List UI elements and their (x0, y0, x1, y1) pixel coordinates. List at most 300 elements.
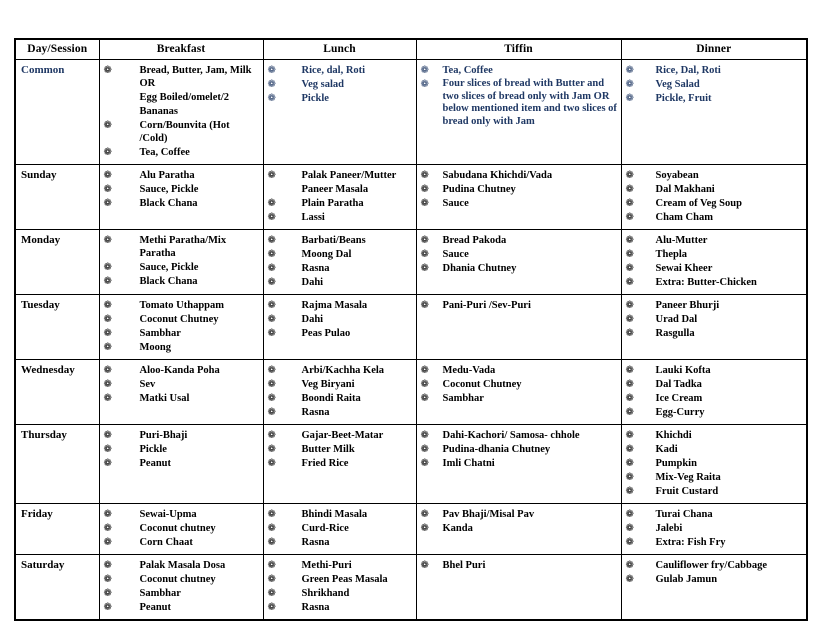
cell-tuesday-lunch (263, 295, 416, 360)
list-item (104, 573, 260, 586)
menu-item-text: Mix-Veg Raita (655, 472, 721, 483)
list-item (104, 299, 260, 312)
list-item (268, 573, 413, 586)
cell-common-breakfast (99, 60, 263, 165)
day-label-sunday: Sunday (15, 165, 99, 230)
clock-bullet-icon: ❁ (625, 537, 634, 548)
list-item (626, 429, 804, 442)
cell-monday-lunch (263, 230, 416, 295)
cell-sunday-tiffin (416, 165, 621, 230)
clock-bullet-icon: ❁ (267, 444, 276, 455)
menu-item-text: Rasna (301, 407, 330, 418)
menu-item-text: Cream of Veg Soup (655, 198, 742, 209)
menu-item-text: Pav Bhaji/Misal Pav (442, 509, 535, 520)
clock-bullet-icon: ❁ (103, 537, 112, 548)
cell-friday-breakfast (99, 504, 263, 555)
clock-bullet-icon: ❁ (625, 212, 634, 223)
table-row (15, 504, 807, 555)
clock-bullet-icon: ❁ (267, 328, 276, 339)
menu-item-text: Medu-Vada (442, 365, 496, 376)
list-item (626, 276, 804, 289)
list-item (268, 406, 413, 419)
day-label-tuesday: Tuesday (15, 295, 99, 360)
list-item (421, 522, 618, 535)
column-header-lunch: Lunch (263, 39, 416, 60)
list-item (626, 299, 804, 312)
clock-bullet-icon: ❁ (103, 235, 112, 246)
menu-item-text: Green Peas Masala (301, 574, 388, 585)
menu-item-text: Veg Salad (655, 79, 700, 90)
menu-item-text: Urad Dal (655, 314, 698, 325)
table-row (15, 295, 807, 360)
menu-item-text: Bananas (139, 106, 179, 117)
list-item (268, 299, 413, 312)
menu-item-text: Egg Boiled/omelet/2 (139, 92, 230, 103)
cell-monday-dinner (621, 230, 807, 295)
clock-bullet-icon: ❁ (103, 365, 112, 376)
clock-bullet-icon: ❁ (420, 458, 429, 469)
meal-list (626, 429, 804, 498)
list-item (421, 183, 618, 196)
clock-bullet-icon: ❁ (625, 277, 634, 288)
menu-item-text: Plain Paratha (301, 198, 364, 209)
list-item (268, 248, 413, 261)
menu-item-text: Rice, dal, Roti (301, 65, 366, 76)
table-row (15, 425, 807, 504)
menu-item-text: Butter Milk (301, 444, 355, 455)
meal-list (626, 559, 804, 586)
cell-common-dinner (621, 60, 807, 165)
menu-item-text: Pudina-dhania Chutney (442, 444, 551, 455)
list-item (268, 183, 413, 196)
cell-tuesday-breakfast (99, 295, 263, 360)
cell-sunday-dinner (621, 165, 807, 230)
menu-item-text: Rasna (301, 263, 330, 274)
list-item (421, 392, 618, 405)
list-item (104, 197, 260, 210)
list-item (268, 508, 413, 521)
list-item (421, 378, 618, 391)
clock-bullet-icon: ❁ (625, 314, 634, 325)
clock-bullet-icon: ❁ (103, 120, 112, 131)
meal-list (104, 429, 260, 470)
list-item (104, 341, 260, 354)
menu-item-text: Paneer Masala (301, 184, 369, 195)
list-item (626, 364, 804, 377)
table-row (15, 165, 807, 230)
clock-bullet-icon: ❁ (103, 588, 112, 599)
list-item (268, 429, 413, 442)
menu-item-text: Coconut Chutney (442, 379, 522, 390)
clock-bullet-icon: ❁ (267, 430, 276, 441)
menu-item-text: Sauce, Pickle (139, 262, 199, 273)
menu-item-text: Methi Paratha/Mix Paratha (139, 235, 227, 259)
clock-bullet-icon: ❁ (625, 444, 634, 455)
clock-bullet-icon: ❁ (420, 79, 429, 90)
menu-item-text: Moong Dal (301, 249, 352, 260)
menu-item-text: Veg Biryani (301, 379, 355, 390)
list-item (268, 587, 413, 600)
cell-thursday-dinner (621, 425, 807, 504)
list-item (268, 313, 413, 326)
table-row (15, 230, 807, 295)
clock-bullet-icon: ❁ (625, 458, 634, 469)
weekly-menu-table (14, 38, 808, 621)
cell-friday-tiffin (416, 504, 621, 555)
menu-item-text: Pumpkin (655, 458, 697, 469)
clock-bullet-icon: ❁ (103, 458, 112, 469)
clock-bullet-icon: ❁ (103, 198, 112, 209)
day-label-monday: Monday (15, 230, 99, 295)
clock-bullet-icon: ❁ (103, 184, 112, 195)
menu-item-text: Tomato Uthappam (139, 300, 225, 311)
menu-item-text: Dahi (301, 314, 324, 325)
list-item (626, 559, 804, 572)
cell-thursday-breakfast (99, 425, 263, 504)
clock-bullet-icon: ❁ (625, 523, 634, 534)
cell-thursday-tiffin (416, 425, 621, 504)
list-item (421, 169, 618, 182)
clock-bullet-icon: ❁ (625, 393, 634, 404)
cell-friday-dinner (621, 504, 807, 555)
cell-wednesday-dinner (621, 360, 807, 425)
meal-list (421, 364, 618, 405)
meal-list (421, 299, 618, 312)
list-item (268, 457, 413, 470)
list-item (104, 457, 260, 470)
menu-item-text: Cauliflower fry/Cabbage (655, 560, 768, 571)
menu-item-text: Tea, Coffee (139, 147, 190, 158)
list-item (104, 559, 260, 572)
clock-bullet-icon: ❁ (625, 486, 634, 497)
meal-list (626, 299, 804, 340)
day-label-saturday: Saturday (15, 555, 99, 621)
list-item (626, 313, 804, 326)
menu-item-text: Rajma Masala (301, 300, 368, 311)
list-item (104, 508, 260, 521)
list-item (421, 64, 618, 77)
clock-bullet-icon: ❁ (420, 184, 429, 195)
list-item (626, 443, 804, 456)
clock-bullet-icon: ❁ (625, 79, 634, 90)
clock-bullet-icon: ❁ (267, 574, 276, 585)
cell-monday-breakfast (99, 230, 263, 295)
clock-bullet-icon: ❁ (420, 393, 429, 404)
table-row (15, 555, 807, 621)
menu-item-text: Veg salad (301, 79, 344, 90)
menu-item-text: Paneer Bhurji (655, 300, 720, 311)
menu-item-text: Black Chana (139, 276, 198, 287)
clock-bullet-icon: ❁ (625, 198, 634, 209)
clock-bullet-icon: ❁ (103, 444, 112, 455)
meal-list (626, 234, 804, 289)
clock-bullet-icon: ❁ (625, 65, 634, 76)
list-item (626, 508, 804, 521)
menu-item-text: Sabudana Khichdi/Vada (442, 170, 553, 181)
clock-bullet-icon: ❁ (420, 509, 429, 520)
table-row (15, 60, 807, 165)
clock-bullet-icon: ❁ (103, 430, 112, 441)
clock-bullet-icon: ❁ (267, 314, 276, 325)
menu-item-text: Peanut (139, 602, 171, 613)
list-item (104, 327, 260, 340)
list-item (268, 78, 413, 91)
clock-bullet-icon: ❁ (420, 263, 429, 274)
list-item (626, 536, 804, 549)
menu-item-text: Bhel Puri (442, 560, 486, 571)
menu-item-text: Pickle (301, 93, 329, 104)
list-item (626, 64, 804, 77)
menu-item-text: Jalebi (655, 523, 683, 534)
meal-list (104, 299, 260, 354)
menu-item-text: Arbi/Kachha Kela (301, 365, 385, 376)
meal-list (104, 169, 260, 210)
clock-bullet-icon: ❁ (420, 249, 429, 260)
clock-bullet-icon: ❁ (267, 509, 276, 520)
clock-bullet-icon: ❁ (267, 602, 276, 613)
list-item (626, 522, 804, 535)
menu-item-text: Corn Chaat (139, 537, 193, 548)
menu-item-text: Alu-Mutter (655, 235, 708, 246)
list-item (104, 261, 260, 274)
list-item (268, 392, 413, 405)
list-item (421, 364, 618, 377)
menu-item-text: Dahi (301, 277, 324, 288)
list-item (104, 313, 260, 326)
clock-bullet-icon: ❁ (267, 235, 276, 246)
clock-bullet-icon: ❁ (420, 235, 429, 246)
menu-item-text: Coconut Chutney (139, 314, 219, 325)
menu-item-text: Coconut chutney (139, 574, 216, 585)
clock-bullet-icon: ❁ (420, 430, 429, 441)
meal-list (268, 234, 413, 289)
menu-item-text: Palak Paneer/Mutter (301, 170, 397, 181)
menu-item-text: Dahi-Kachori/ Samosa- chhole (442, 430, 580, 441)
list-item (626, 197, 804, 210)
meal-list (104, 234, 260, 288)
clock-bullet-icon: ❁ (625, 509, 634, 520)
meal-list (268, 429, 413, 470)
menu-item-text: Sauce (442, 198, 469, 209)
menu-item-text: Peas Pulao (301, 328, 351, 339)
menu-item-text: Alu Paratha (139, 170, 195, 181)
menu-item-text: Puri-Bhaji (139, 430, 188, 441)
list-item (626, 406, 804, 419)
list-item (268, 536, 413, 549)
list-item (104, 183, 260, 196)
cell-monday-tiffin (416, 230, 621, 295)
menu-item-text: Turai Chana (655, 509, 713, 520)
cell-wednesday-tiffin (416, 360, 621, 425)
list-item (626, 248, 804, 261)
clock-bullet-icon: ❁ (103, 574, 112, 585)
list-item (421, 559, 618, 572)
menu-item-text: Boondi Raita (301, 393, 361, 404)
list-item (104, 392, 260, 405)
cell-saturday-dinner (621, 555, 807, 621)
list-item (104, 587, 260, 600)
clock-bullet-icon: ❁ (103, 328, 112, 339)
menu-item-text: Sev (139, 379, 156, 390)
day-label-friday: Friday (15, 504, 99, 555)
clock-bullet-icon: ❁ (267, 393, 276, 404)
list-item (104, 536, 260, 549)
cell-tuesday-tiffin (416, 295, 621, 360)
menu-item-text: Gajar-Beet-Matar (301, 430, 384, 441)
clock-bullet-icon: ❁ (103, 276, 112, 287)
menu-item-text: Fruit Custard (655, 486, 719, 497)
clock-bullet-icon: ❁ (267, 300, 276, 311)
cell-common-tiffin (416, 60, 621, 165)
menu-item-text: Bread, Butter, Jam, Milk OR (139, 65, 252, 89)
list-item (104, 234, 260, 260)
clock-bullet-icon: ❁ (625, 184, 634, 195)
list-item (104, 119, 260, 145)
clock-bullet-icon: ❁ (625, 430, 634, 441)
cell-common-lunch (263, 60, 416, 165)
menu-item-text: Extra: Butter-Chicken (655, 277, 757, 288)
clock-bullet-icon: ❁ (625, 407, 634, 418)
menu-item-text: Tea, Coffee (442, 65, 493, 76)
header-row (15, 39, 807, 60)
list-item (268, 211, 413, 224)
meal-list (421, 429, 618, 470)
clock-bullet-icon: ❁ (267, 212, 276, 223)
clock-bullet-icon: ❁ (625, 263, 634, 274)
meal-list (104, 64, 260, 159)
clock-bullet-icon: ❁ (267, 79, 276, 90)
list-item (626, 485, 804, 498)
meal-list (268, 169, 413, 224)
list-item (268, 92, 413, 105)
clock-bullet-icon: ❁ (267, 407, 276, 418)
meal-list (268, 64, 413, 105)
meal-list (626, 508, 804, 549)
clock-bullet-icon: ❁ (103, 509, 112, 520)
menu-item-text: Pudina Chutney (442, 184, 516, 195)
cell-tuesday-dinner (621, 295, 807, 360)
clock-bullet-icon: ❁ (267, 458, 276, 469)
clock-bullet-icon: ❁ (103, 170, 112, 181)
menu-item-text: Kanda (442, 523, 473, 534)
clock-bullet-icon: ❁ (625, 560, 634, 571)
day-label-thursday: Thursday (15, 425, 99, 504)
clock-bullet-icon: ❁ (420, 300, 429, 311)
menu-item-text: Dal Makhani (655, 184, 715, 195)
cell-friday-lunch (263, 504, 416, 555)
list-item (268, 559, 413, 572)
list-item (421, 508, 618, 521)
clock-bullet-icon: ❁ (103, 602, 112, 613)
clock-bullet-icon: ❁ (625, 328, 634, 339)
menu-item-text: Dhania Chutney (442, 263, 517, 274)
list-item (626, 392, 804, 405)
clock-bullet-icon: ❁ (267, 560, 276, 571)
list-item (626, 211, 804, 224)
cell-sunday-breakfast (99, 165, 263, 230)
list-item (421, 443, 618, 456)
list-item (104, 105, 260, 118)
list-item (268, 601, 413, 614)
meal-list (268, 364, 413, 419)
clock-bullet-icon: ❁ (625, 235, 634, 246)
menu-item-text: Rasna (301, 537, 330, 548)
list-item (268, 262, 413, 275)
list-item (104, 169, 260, 182)
list-item (421, 457, 618, 470)
list-item (421, 299, 618, 312)
list-item (268, 364, 413, 377)
clock-bullet-icon: ❁ (267, 249, 276, 260)
clock-bullet-icon: ❁ (625, 249, 634, 260)
meal-list (626, 169, 804, 224)
clock-bullet-icon: ❁ (103, 300, 112, 311)
menu-item-text: Extra: Fish Fry (655, 537, 726, 548)
clock-bullet-icon: ❁ (103, 393, 112, 404)
clock-bullet-icon: ❁ (103, 379, 112, 390)
list-item (268, 378, 413, 391)
menu-item-text: Sewai-Upma (139, 509, 197, 520)
list-item (626, 262, 804, 275)
clock-bullet-icon: ❁ (103, 523, 112, 534)
clock-bullet-icon: ❁ (420, 365, 429, 376)
menu-item-text: Methi-Puri (301, 560, 352, 571)
cell-saturday-lunch (263, 555, 416, 621)
menu-item-text: Rasna (301, 602, 330, 613)
list-item (626, 378, 804, 391)
clock-bullet-icon: ❁ (625, 300, 634, 311)
clock-bullet-icon: ❁ (625, 574, 634, 585)
clock-bullet-icon: ❁ (625, 365, 634, 376)
cell-saturday-breakfast (99, 555, 263, 621)
cell-saturday-tiffin (416, 555, 621, 621)
list-item (421, 234, 618, 247)
menu-item-text: Aloo-Kanda Poha (139, 365, 220, 376)
meal-list (268, 508, 413, 549)
list-item (104, 429, 260, 442)
list-item (421, 429, 618, 442)
menu-item-text: Kadi (655, 444, 678, 455)
menu-item-text: Pickle, Fruit (655, 93, 712, 104)
clock-bullet-icon: ❁ (420, 198, 429, 209)
day-label-common: Common (15, 60, 99, 165)
meal-list (104, 364, 260, 405)
menu-item-text: Sauce, Pickle (139, 184, 199, 195)
menu-item-text: Black Chana (139, 198, 198, 209)
menu-item-text: Sambhar (139, 588, 181, 599)
list-item (268, 197, 413, 210)
column-header-tiffin: Tiffin (416, 39, 621, 60)
list-item (626, 78, 804, 91)
meal-list (421, 559, 618, 572)
list-item (626, 471, 804, 484)
list-item (626, 327, 804, 340)
menu-item-text: Dal Tadka (655, 379, 702, 390)
column-header-day-session: Day/Session (15, 39, 99, 60)
list-item (626, 234, 804, 247)
list-item (421, 248, 618, 261)
list-item (104, 64, 260, 90)
menu-item-text: Rice, Dal, Roti (655, 65, 721, 76)
meal-list (421, 508, 618, 535)
menu-item-text: Rasgulla (655, 328, 695, 339)
clock-bullet-icon: ❁ (103, 342, 112, 353)
menu-item-text: Moong (139, 342, 171, 353)
clock-bullet-icon: ❁ (267, 523, 276, 534)
menu-item-text: Sambhar (139, 328, 181, 339)
list-item (104, 378, 260, 391)
list-item (104, 146, 260, 159)
